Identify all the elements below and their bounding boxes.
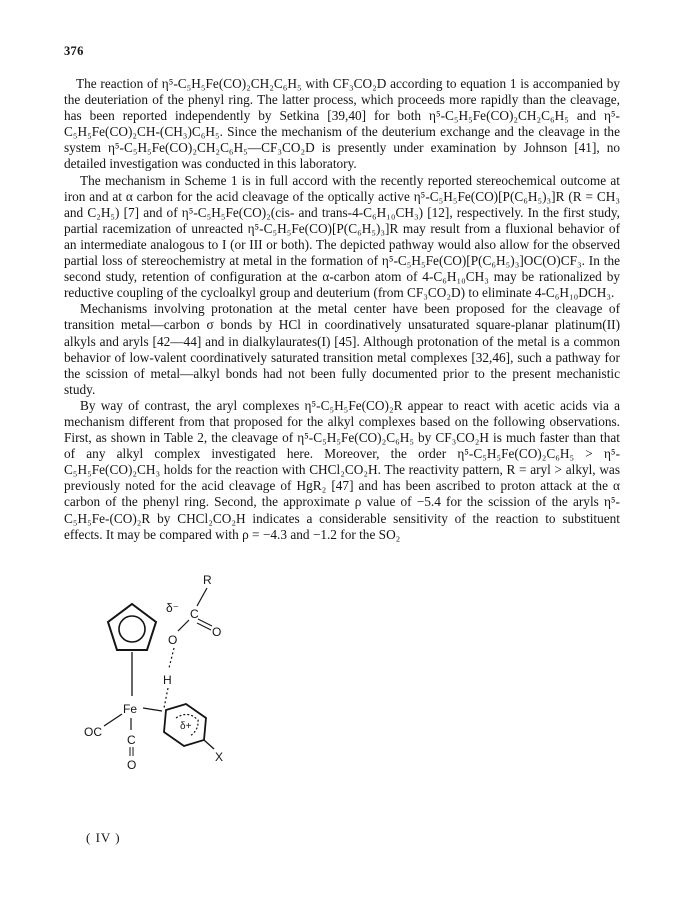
o-double-label: O [212, 625, 222, 639]
r-label: R [203, 573, 212, 587]
x-label: X [215, 750, 224, 764]
o-h-dashed-bond [169, 648, 174, 668]
c-co-label: C [127, 733, 136, 747]
o-single-label: O [168, 633, 178, 647]
paragraph-3: Mechanisms involving protonation at the metal center have been proposed for the cleavage of transition metal—carbon σ bonds by HCl in coordinatively unsaturated square-planar platinum(II) alkyls and aryls [42—44] and in dialkylaurates(I) [45]. Although protonation of the metal is a common behavior of low-valent coordinatively saturated transition metal complexes [32,46], such a pathway for the scission of metal—alkyl bonds had not been fully documented prior to the present mechanistic study. [64, 301, 620, 397]
paragraph-4: By way of contrast, the aryl complexes η⁵-C₅H₅Fe(CO)₂R appear to react with acetic acids via a mechanism different from that proposed for the alkyl complexes based on the following observations. First, as shown in Table 2, the cleavage of η⁵-C₅H₅Fe(CO)₂C₆H₅ by CF₃CO₂H is much faster than that of any alkyl complex investigated here. Moreover, the order η⁵-C₅H₅Fe(CO)₂C₆H₅ > η⁵-C₅H₅Fe(CO)₂CH₃ holds for the reaction with CHCl₂CO₂H. The reactivity pattern, R = aryl > alkyl, was previously noted for the acid cleavage of HgR₂ [47] and has been ascribed to proton attack at the α carbon of the phenyl ring. Second, the approximate ρ value of −5.4 for the scission of the aryls η⁵-C₅H₅Fe-(CO)₂R by CHCl₂CO₂H indicates a considerable sensitivity of the reaction to substituent effects. It may be compared with ρ = −4.3 and −1.2 for the SO₂ [64, 397, 620, 542]
fe-label: Fe [123, 702, 138, 716]
paragraph-2: The mechanism in Scheme 1 is in full accord with the recently reported stereochemical outcome at iron and at α carbon for the acid cleavage of the optically active η⁵-C₅H₅Fe(CO)[P(C₆H₅)₃]R (R = CH₃ and C₂H₅) [7] and of η⁵-C₅H₅Fe(CO)₂(cis- and trans-4-C₆H₁₀CH₃) [12], respectively. In the first study, partial racemization of unreacted η⁵-C₅H₅Fe(CO)[P(C₆H₅)₃]R may result from a fluxional behavior of an intermediate analogous to I (or III or both). The depicted pathway would also allow for the observed partial loss of stereochemistry at metal in the formation of η⁵-C₅H₅Fe(CO)[P(C₆H₅)₃]OC(O)CF₃. In the second study, retention of configuration at the α-carbon atom of 4-C₆H₁₀CH₃ may be rationalized by reductive coupling of the cycloalkyl group and deuterium (from CF₃CO₂D) to eliminate 4-C₆H₁₀DCH₃. [64, 172, 620, 301]
aryl-x-bond [204, 740, 214, 749]
structure-caption: ( IV ) [86, 830, 121, 845]
h-label: H [163, 673, 172, 687]
cyclopentadienyl-aromatic-circle [119, 616, 145, 642]
o-co-label: O [127, 758, 137, 772]
r-c-bond [197, 588, 207, 606]
delta-minus-label: δ⁻ [166, 601, 180, 615]
fe-aryl-bond [143, 708, 162, 711]
fe-oc-bond [104, 714, 122, 726]
h-c-dashed-bond [164, 688, 168, 708]
body-text [64, 76, 620, 543]
cyclopentadienyl-ring [108, 604, 156, 650]
page-number: 376 [64, 44, 84, 58]
structure-diagram [86, 568, 366, 868]
delta-plus-label: δ+ [180, 721, 192, 732]
paragraph-1: The reaction of η⁵-C₅H₅Fe(CO)₂CH₂C₆H₅ with CF₃CO₂D according to equation 1 is accompanied by the deuteriation of the phenyl ring. The latter process, which proceeds more rapidly than the cleavage, has been reported independently by Setkina [39,40] for both η⁵-C₅H₅Fe(CO)₂CH₂C₆H₅ and η⁵-C₅H₅Fe(CO)₂CH-(CH₃)C₆H₅. Since the mechanism of the deuterium exchange and the cleavage in the system η⁵-C₅H₅Fe(CO)₂CH₂C₆H₅—CF₃CO₂D is presently under examination by Johnson [41], no detailed investigation was conducted in this laboratory. [64, 76, 620, 172]
c-o-single-bond [178, 620, 189, 631]
structure-figure [86, 568, 366, 868]
acyl-c-label: C [190, 607, 199, 621]
oc-label: OC [84, 725, 102, 739]
